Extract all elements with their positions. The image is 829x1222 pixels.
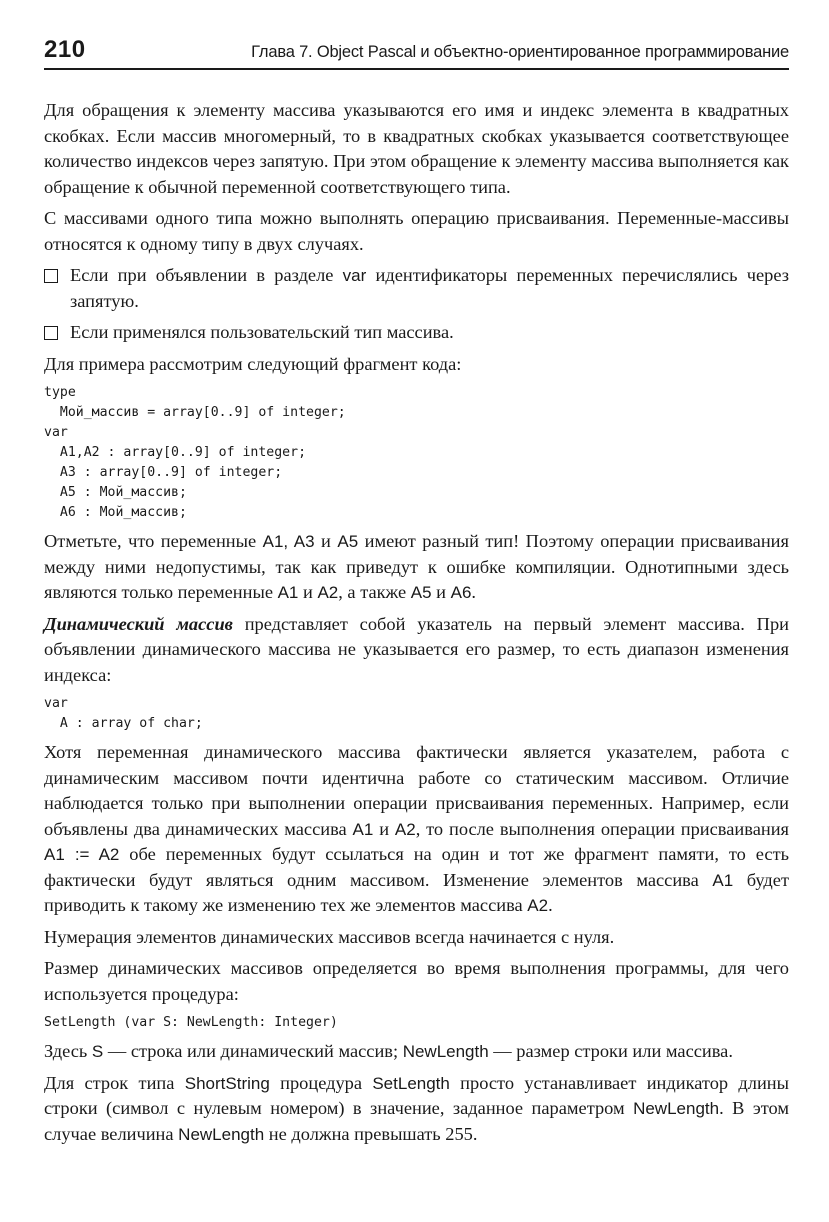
checkbox-bullet-icon (44, 326, 58, 340)
checkbox-bullet-icon (44, 269, 58, 283)
list-item (44, 263, 789, 314)
paragraph: Для строк типа ShortString процедура SetLength просто устанавливает индикатор длины строки (символ с нулевым номером) в значение, заданное параметром NewLength. В этом случае величина NewLength не должна превышать 255. (44, 1072, 790, 1144)
paragraph: Размер динамических массивов определяется во время выполнения программы, для чего используется процедура: (44, 958, 789, 1004)
defined-term: Динамический массив (44, 613, 233, 634)
code-block: var A : array of char; (44, 696, 203, 731)
paragraph: Отметьте, что переменные A1, A3 и A5 имеют разный тип! Поэтому операции присваивания между ними недопустимы, так как приведут к ошибке компиляции. Однотипными здесь являются только переменные A1 и A2, а также A5 и A6. (44, 531, 789, 602)
paragraph: Нумерация элементов динамических массивов всегда начинается с нуля. (44, 926, 615, 947)
list-item-text: Если при объявлении в разделе var идентификаторы переменных перечислялись через запятую. (70, 265, 789, 311)
paragraph: Здесь S — строка или динамический массив; NewLength — размер строки или массива. (44, 1041, 733, 1061)
running-head: Глава 7. Object Pascal и объектно-ориентированное программирование (251, 43, 789, 61)
book-page (44, 36, 789, 1153)
paragraph: Для обращения к элементу массива указываются его имя и индекс элемента в квадратных скобках. Если массив многомерный, то в квадратных скобках указывается соответствующее количество индексов через запятую. При этом обращение к элементу массива выполняется как обращение к обычной переменной соответствующего типа. (44, 100, 789, 197)
list-item-text: Если применялся пользовательский тип массива. (70, 322, 454, 342)
paragraph: С массивами одного типа можно выполнять операцию присваивания. Переменные-массивы относятся к одному типу в двух случаях. (44, 208, 789, 254)
paragraph: Хотя переменная динамического массива фактически является указателем, работа с динамическим массивом почти идентична работе со статическим массивом. Отличие наблюдается только при выполнении операции присваивания переменных. Например, если объявлены два динамических массива A1 и A2, то после выполнения операции присваивания A1 := A2 обе переменных будут ссылаться на один и тот же фрагмент памяти, то есть фактически будут являться одним массивом. Изменение элементов массива A1 будет приводить к такому же изменению тех же элементов массива A2. (44, 742, 789, 915)
page-header (44, 36, 789, 70)
code-block: type Мой_массив = array[0..9] of integer; var A1,A2 : array[0..9] of integer; A3 : array[0..9] of integer; A5 : Мой_массив; A6 : Мой_массив; (44, 385, 346, 520)
page-content (44, 98, 789, 1147)
list-item (44, 320, 789, 346)
paragraph: Для примера рассмотрим следующий фрагмент кода: (44, 353, 462, 374)
page-number: 210 (44, 36, 86, 63)
paragraph: Динамический массив представляет собой указатель на первый элемент массива. При объявлении динамического массива не указывается его размер, то есть диапазон изменения индекса: (44, 613, 789, 685)
code-block: SetLength (var S: NewLength: Integer) (44, 1015, 338, 1030)
